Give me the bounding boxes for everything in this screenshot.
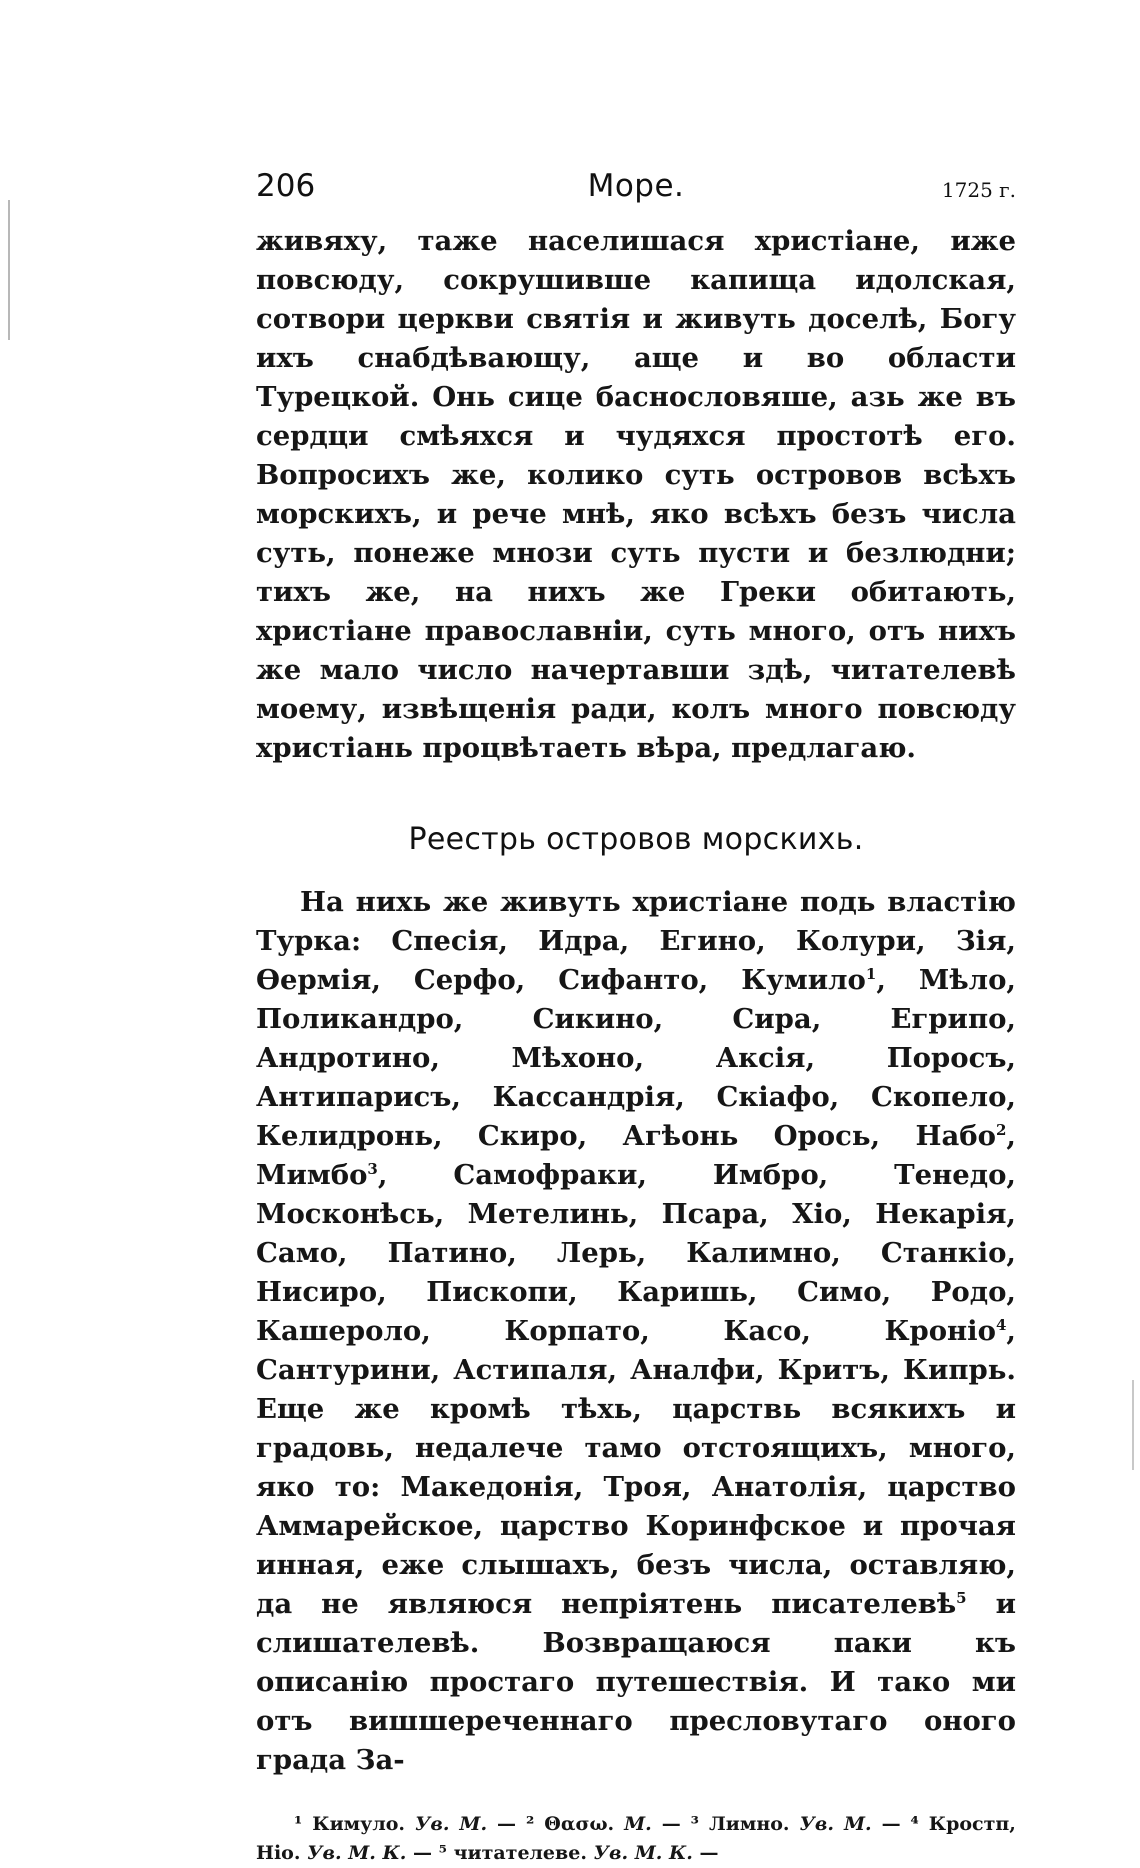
footnote-text: Кростп, Ніо. [256,1813,1016,1864]
footnote-source: Ув. М. К. [307,1842,407,1864]
paragraph-text: , Сантурини, Астипаля, Аналфи, Критъ, Кипрь. Еще же кромѣ тѣхь, царствь всякихъ и градовь, недалече тамо отстоящихъ, много, яко то: Македонія, Троя, Анатолія, царство Аммарейское, царство Коринфское и прочая инная, еже слышахъ, безъ числа, оставляю, да не являюся непріятень писателевѣ [256,1315,1016,1620]
footnote-source: Ув. М. [414,1813,488,1835]
footnote-block [256,1810,1016,1868]
footnote-text: Θασω. [544,1813,615,1835]
footnote-dash: — [881,1813,901,1835]
footnote-ref: 1 [865,964,877,983]
paragraph-text: , Мимбо [256,1120,1016,1191]
book-page [256,168,1016,1868]
running-head [256,168,1016,216]
footnote-text: Кимуло. [312,1813,406,1835]
scan-edge-mark-right [1132,1380,1134,1470]
footnote-number: ⁴ [910,1813,919,1835]
paragraph-text: и слишателевѣ. Возвращаюся паки къ описанію простаго путешествія. И тако ми отъ вишшереченнаго пресловутаго оного града За- [256,1588,1016,1776]
footnote-number: ² [525,1813,535,1835]
footnote-dash: — [661,1813,681,1835]
footnote-source: Ув. М. [799,1813,872,1835]
section-heading: Реестрь островов морскихь. [408,822,864,857]
page-number: 206 [256,168,316,204]
footnote-dash: — [413,1842,433,1864]
footnote-number: ⁵ [438,1842,447,1864]
paragraph-text: , Самофраки, Имбро, Тенедо, Москонѣсь, Метелинь, Псара, Хіо, Некарія, Само, Патино, Лерь, Калимно, Станкіо, Нисиро, Пископи, Каришь, Симо, Родо, Кашероло, Корпато, Касо, Кроніо [256,1159,1016,1347]
footnote-dash: — [699,1842,719,1864]
scan-edge-mark [8,200,10,340]
island-list-paragraph [256,883,1016,1780]
paragraph-continuation: живяху, таже населишася христіане, иже повсюду, сокрушивше капища идолская, сотвори церкви святія и живуть доселѣ, Богу ихъ снабдѣвающу, аще и во области Турецкой. Онь сице баснословяше, азь же въ сердци смѣяхся и чудяхся простотѣ его. Вопросихъ же, колико суть островов всѣхъ морскихъ, и рече мнѣ, яко всѣхъ безъ числа суть, понеже мнози суть пусти и безлюдни; тихъ же, на нихъ же Греки обитають, христіане православніи, суть много, отъ нихъ же мало число начертавши здѣ, читателевѣ моему, извѣщенія ради, колъ много повсюду христіань процвѣтаеть вѣра, предлагаю. [256,225,1016,764]
footnote-ref: 4 [995,1315,1007,1334]
page-year: 1725 г. [941,178,1016,202]
footnote-source: Ув. М. К. [593,1842,693,1864]
footnote-dash: — [497,1813,517,1835]
footnote-ref: 3 [367,1159,378,1178]
footnote-ref: 5 [956,1588,967,1607]
footnote-text: читателеве. [453,1842,587,1864]
paragraph-text: , Мѣло, Поликандро, Сикино, Сира, Егрипо, Андротино, Мѣхоно, Аксія, Поросъ, Антипарисъ, Кассандрія, Скіафо, Скопело, Келидронь, Скиро, Агѣонь Орось, Набо [256,964,1016,1152]
footnote-source: М. [624,1813,652,1835]
footnote-ref: 2 [995,1120,1007,1139]
footnote-number: ¹ [294,1813,303,1835]
footnotes [256,1810,1016,1868]
footnote-number: ³ [690,1813,699,1835]
footnote-text: Лимно. [708,1813,790,1835]
paragraph-text: На нихь же живуть христіане подь властію Турка: Спесія, Идра, Егино, Колури, Зія, Ѳермія, Серфо, Сифанто, Кумило [256,886,1016,996]
page-title: Море. [587,168,685,204]
